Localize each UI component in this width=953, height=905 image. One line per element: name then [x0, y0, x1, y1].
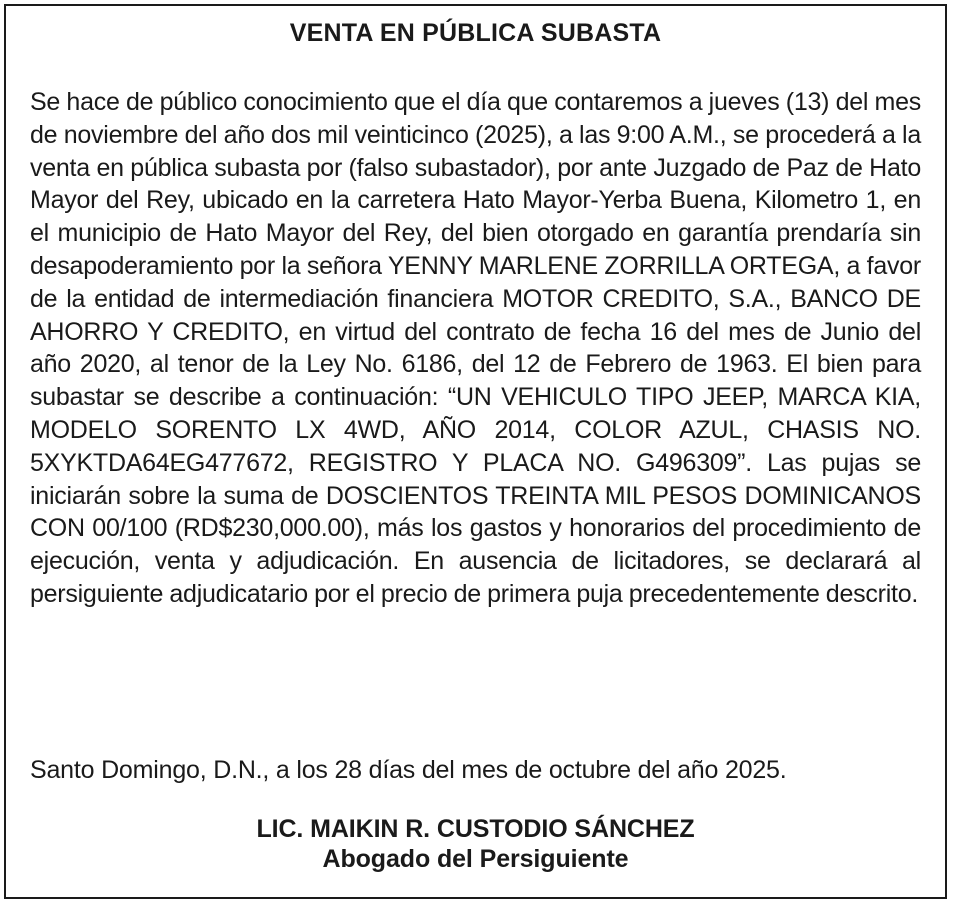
- signatory-role: Abogado del Persiguiente: [322, 845, 629, 873]
- notice-body: Se hace de público conocimiento que el día que contaremos a jueves (13) del mes de noviembre del año dos mil veinticinco (2025), a las 9:00 A.M., se procederá a la venta en pública subasta por (falso subastador), por ante Juzgado de Paz de Hato Mayor del Rey, ubicado en la carretera Hato Mayor-Yerba Buena, Kilometro 1, en el municipio de Hato Mayor del Rey, del bien otorgado en garantía prendaría sin desapoderamiento por la señora YENNY MARLENE ZORRILLA ORTEGA, a favor de la entidad de intermediación financiera MOTOR CREDITO, S.A., BANCO DE AHORRO Y CREDITO, en virtud del contrato de fecha 16 del mes de Junio del año 2020, al tenor de la Ley No. 6186, del 12 de Febrero de 1963. El bien para subastar se describe a continuación: “UN VEHICULO TIPO JEEP, MARCA KIA, MODELO SORENTO LX 4WD, AÑO 2014, COLOR AZUL, CHASIS NO. 5XYKTDA64EG477672, REGISTRO Y PLACA NO. G496309”. Las pujas se iniciarán sobre la suma de DOSCIENTOS TREINTA MIL PESOS DOMINICANOS CON 00/100 (RD$230,000.00), más los gastos y honorarios del procedimiento de ejecución, venta y adjudicación. En ausencia de licitadores, se declarará al persiguiente adjudicatario por el precio de primera puja precedentemente descrito.: [30, 88, 921, 608]
- signatory-name: LIC. MAIKIN R. CUSTODIO SÁNCHEZ: [256, 815, 695, 843]
- legal-notice: [4, 4, 947, 899]
- signature-block: [6, 814, 945, 874]
- notice-title: VENTA EN PÚBLICA SUBASTA: [289, 19, 662, 47]
- notice-date-line: Santo Domingo, D.N., a los 28 días del mes de octubre del año 2025.: [30, 756, 787, 784]
